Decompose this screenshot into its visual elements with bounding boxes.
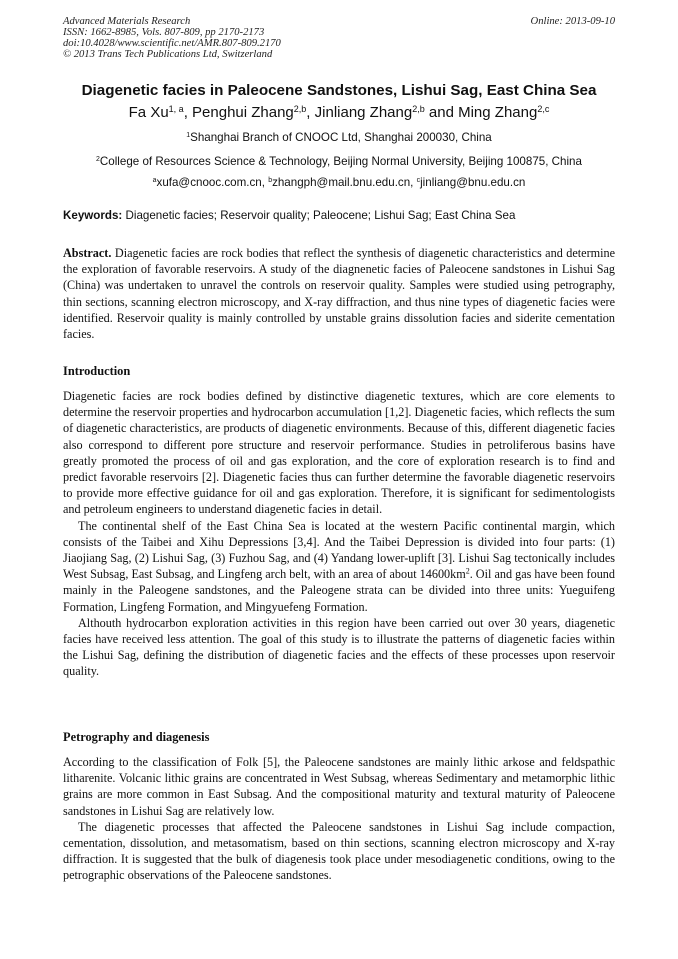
petrography-body	[63, 754, 615, 884]
paper-title: Diagenetic facies in Paleocene Sandstones, Lishui Sag, East China Sea	[81, 82, 597, 99]
section-heading-petrography: Petrography and diagenesis	[63, 730, 210, 744]
paragraph: Diagenetic facies are rock bodies defined by distinctive diagenetic textures, which are core elements to determine the reservoir properties and hydrocarbon accumulation [1,2]. Diagenetic facies, which reflects the sum of diagenetic characteristics, are products of diagenetic environments. Because of this, different diagenetic facies also correspond to different pore structure and reservoir performance. Studies in petroliferous basins have greatly promoted the process of oil and gas exploration, and the core of exploration research is to find and predict favorable reservoirs [2]. Diagenetic facies thus can further determine the favorable diagenetic reservoirs to provide more effective guidance for oil and gas exploration. Therefore, it is significant for sedimentologists and petroleum engineers to understand diagenetic facies in detail.	[63, 389, 615, 517]
keywords-label: Keywords:	[63, 209, 123, 222]
paragraph	[63, 518, 615, 615]
online-date: Online: 2013-09-10	[530, 16, 615, 27]
paragraph-text: . Oil and gas have been found mainly in the Paleogene sandstones, and the Paleogene strata can be divided into three units: Yueguifeng Formation, Lingfeng Formation, and Mingyuefeng Formation.	[63, 567, 615, 614]
author-separator: ,	[183, 104, 193, 121]
affiliation-text: College of Resources Science & Technology, Beijing Normal University, Beijing 100875, China	[99, 155, 582, 168]
author-name: Jinliang Zhang	[314, 104, 413, 121]
email-list	[30, 176, 648, 189]
email-marker: b	[268, 177, 273, 185]
keywords	[63, 209, 515, 222]
author-affiliation-marker: 2,c	[537, 104, 550, 115]
email-marker: c	[416, 177, 421, 185]
email-separator: ,	[410, 176, 417, 189]
author-name: Ming Zhang	[458, 104, 538, 121]
paragraph-text: The continental shelf of the East China Sea is located at the western Pacific continental margin, which consists of the Taibei and Xihu Depressions [3,4]. And the Taibei Depression is divided into four parts: (1) Jiaojiang Sag, (2) Lishui Sag, (3) Fuzhou Sag, and (4) Yandang lower-uplift [3]. Lishui Sag tectonically includes West Subsag, East Subsag, and Lingfeng arch belt, with an area of about 14600km	[63, 518, 615, 582]
email-link[interactable]: jinliang@bnu.edu.cn	[420, 176, 526, 189]
author-separator: and	[424, 104, 459, 121]
author-affiliation-marker: 1, a	[168, 104, 184, 115]
journal-header	[63, 16, 281, 60]
paragraph: Althouth hydrocarbon exploration activities in this region have been carried out over 30 years, diagenetic facies have received less attention. The goal of this study is to illustrate the patterns of diagenetic facies within the Lishui Sag, defining the distribution of diagenetic facies and the effects of these processes upon reservoir quality.	[63, 615, 615, 679]
copyright-line: © 2013 Trans Tech Publications Ltd, Switzerland	[63, 49, 273, 60]
section-heading-introduction: Introduction	[63, 364, 131, 378]
introduction-body	[63, 388, 615, 680]
affiliation-1	[30, 131, 648, 144]
journal-name: Advanced Materials Research	[63, 16, 191, 27]
abstract-text: Diagenetic facies are rock bodies that reflect the synthesis of diagenetic characteristics and determine the exploration of favorable reservoirs. A study of the diagnenetic facies of Paleocene sandstones in Lishui Sag (China) was undertaken to unravel the controls on reservoir quality. Samples were studied using petrography, thin sections, scanning electron microscopy, and X-ray diffraction, and thus nine types of diagenetic facies were identified. Reservoir quality is mainly controlled by unstable grains dissolution facies and siderite cementation facies.	[63, 246, 615, 342]
paragraph: The diagenetic processes that affected the Paleocene sandstones in Lishui Sag include compaction, cementation, dissolution, and metasomatism, based on thin sections, scanning electron microscopy and X-ray diffraction. It is suggested that the bulk of diagenesis took place under mesodiagenetic conditions, owing to the petrographic observations of the Paleocene sandstones.	[63, 819, 615, 883]
author-name: Fa Xu	[128, 104, 169, 121]
keywords-text: Diagenetic facies; Reservoir quality; Paleocene; Lishui Sag; East China Sea	[122, 209, 516, 222]
affiliation-2	[30, 155, 648, 168]
affiliation-marker: 1	[186, 132, 191, 140]
superscript: 2	[465, 566, 470, 576]
author-affiliation-marker: 2,b	[293, 104, 307, 115]
doi-link[interactable]: doi:10.4028/www.scientific.net/AMR.807-809.2170	[63, 38, 281, 49]
author-separator: ,	[306, 104, 315, 121]
affiliation-text: Shanghai Branch of CNOOC Ltd, Shanghai 200030, China	[190, 131, 492, 144]
author-name: Penghui Zhang	[192, 104, 294, 121]
paragraph: According to the classification of Folk [5], the Paleocene sandstones are mainly lithic arkose and feldspathic litharenite. Volcanic lithic grains are concentrated in West Subsag, whereas Sedimentary and metamorphic lithic grains are more common in East Subsag. And the compositional maturity and textural maturity of Paleocene sandstones in Lishui Sag are relatively low.	[63, 755, 615, 818]
email-link[interactable]: xufa@cnooc.com.cn	[156, 176, 262, 189]
email-marker: a	[152, 177, 157, 185]
issn-line: ISSN: 1662-8985, Vols. 807-809, pp 2170-2173	[63, 27, 265, 38]
abstract	[63, 245, 615, 342]
author-affiliation-marker: 2,b	[412, 104, 425, 115]
email-link[interactable]: zhangph@mail.bnu.edu.cn	[272, 176, 411, 189]
author-list	[40, 104, 638, 121]
affiliation-marker: 2	[96, 156, 100, 164]
abstract-label: Abstract.	[63, 246, 112, 260]
email-separator: ,	[261, 176, 269, 189]
